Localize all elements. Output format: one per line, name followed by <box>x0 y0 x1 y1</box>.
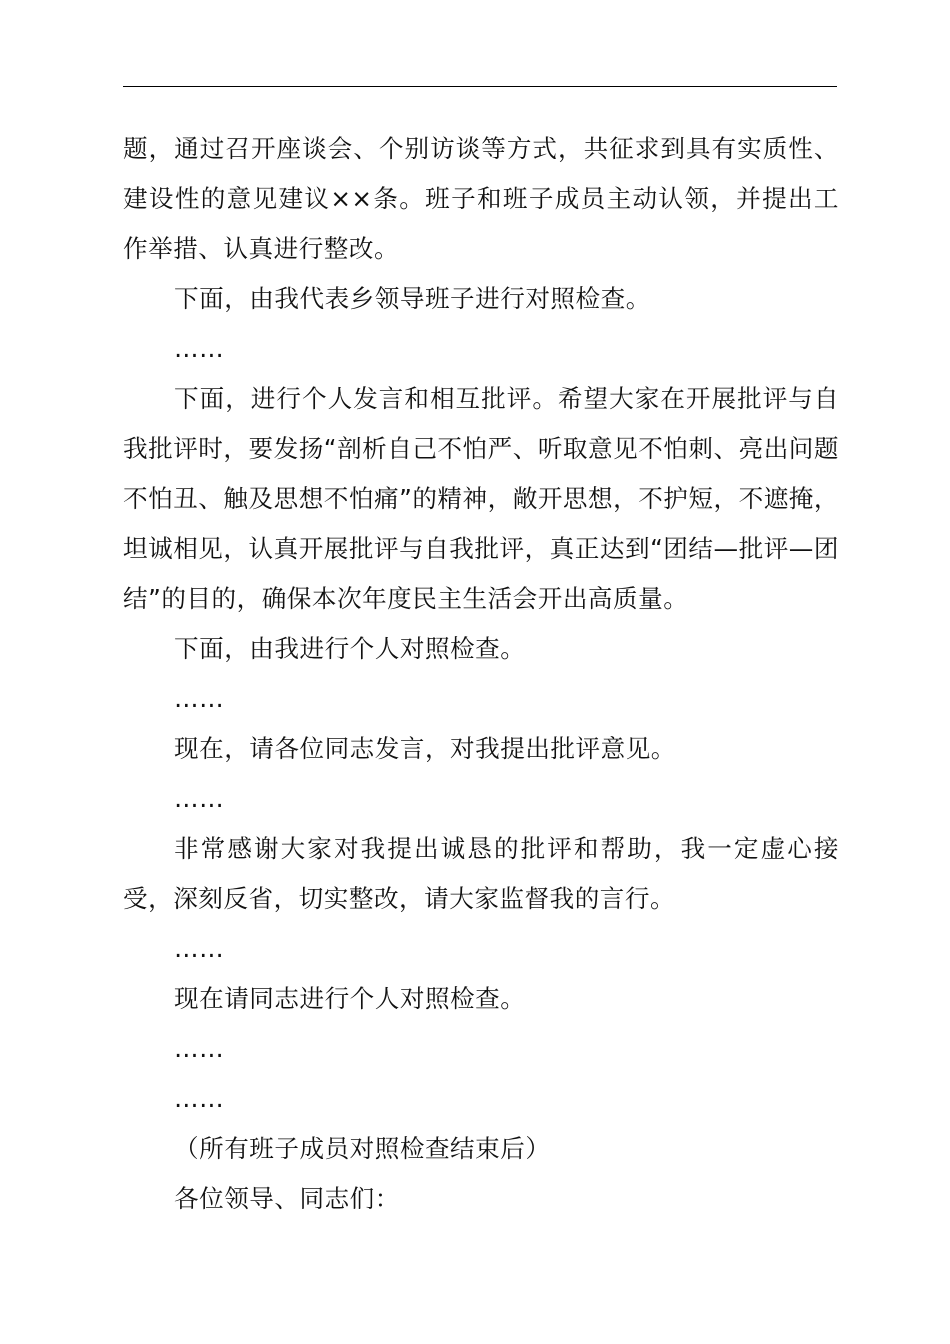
ellipsis-line: …… <box>174 1034 225 1063</box>
ellipsis-line: …… <box>174 934 225 963</box>
paragraph: 下面，进行个人发言和相互批评。希望大家在开展批评与自我批评时，要发扬“剖析自己不怕严、听取意见不怕刺、亮出问题不怕丑、触及思想不怕痛”的精神，敞开思想，不护短，不遮掩，坦诚相见，认真开展批评与自我批评，真正达到“团结—批评—团结”的目的，确保本次年度民主生活会开出高质量。 <box>123 384 839 613</box>
paragraph: 下面，由我进行个人对照检查。 <box>174 634 526 663</box>
paragraph: 非常感谢大家对我提出诚恳的批评和帮助，我一定虚心接受，深刻反省，切实整改，请大家监督我的言行。 <box>123 834 839 913</box>
paragraph: 现在请同志进行个人对照检查。 <box>174 984 526 1013</box>
ellipsis-line: …… <box>174 784 225 813</box>
paragraph-continuation: 题，通过召开座谈会、个别访谈等方式，共征求到具有实质性、建设性的意见建议××条。班子和班子成员主动认领，并提出工作举措、认真进行整改。 <box>123 134 839 263</box>
ellipsis-line: …… <box>174 684 225 713</box>
stage-direction: （所有班子成员对照检查结束后） <box>174 1134 551 1163</box>
header-rule <box>123 86 837 87</box>
salutation: 各位领导、同志们： <box>174 1184 400 1213</box>
ellipsis-line: …… <box>174 334 225 363</box>
document-body <box>123 124 839 1224</box>
paragraph: 下面，由我代表乡领导班子进行对照检查。 <box>174 284 651 313</box>
paragraph: 现在，请各位同志发言，对我提出批评意见。 <box>174 734 676 763</box>
ellipsis-line: …… <box>174 1084 225 1113</box>
